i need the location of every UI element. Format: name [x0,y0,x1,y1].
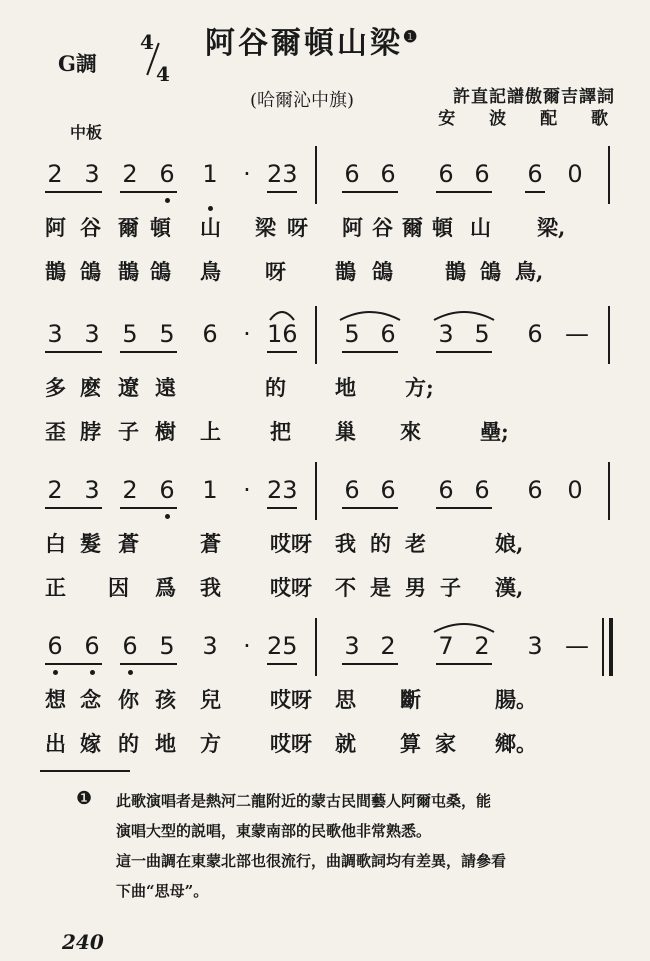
footnote-line-4: 下曲“思母”。 [116,882,209,900]
high-octave-dot [208,206,213,211]
beam-underline [267,351,297,353]
page-number: 240 [62,930,104,954]
low-octave-dot [53,670,58,675]
lyric-verse-1: 髮 [80,531,101,556]
lyric-verse-2: 家 [435,731,456,756]
note: 3 [344,632,360,660]
key-signature: G調 [58,51,97,76]
lyric-verse-2: 鵲 [45,259,66,284]
lyric-verse-1: 谷 [80,215,101,240]
lyric-verse-1: 蒼 [118,531,139,556]
lyric-verse-1: 老 [405,531,426,556]
end-barline [608,462,610,520]
lyric-verse-1: 呀 [287,215,308,240]
note: 6 [47,632,63,660]
lyric-verse-1: 爾 [402,215,423,240]
note: 6 [344,476,360,504]
beam-underline [436,191,492,193]
lyric-verse-1: 遠 [155,375,176,400]
lyric-verse-1: 哎呀 [270,531,312,556]
lyric-verse-2: 巢 [335,419,356,444]
lyric-verse-2: 嫁 [80,731,101,756]
lyric-verse-1: 我 [335,531,356,556]
lyric-verse-1: 地 [335,375,356,400]
note: 6 [527,160,543,188]
lyric-verse-1: 哎呀 [270,687,312,712]
lyric-verse-1: 頓 [150,215,171,240]
lyric-verse-2: 子 [440,575,461,600]
beam-underline [267,663,297,665]
lyric-verse-1: 白 [45,531,66,556]
end-barline-thin [602,618,604,676]
note: 0 [567,476,583,504]
lyric-verse-2: 地 [155,731,176,756]
beam-underline [342,351,398,353]
footnote-line-3: 這一曲調在東蒙北部也很流行，曲調歌詞均有差異，請參看 [116,852,507,870]
note: 2 [380,632,396,660]
beam-underline [525,191,545,193]
lyric-verse-2: 歪 [45,419,66,444]
note: 1 [202,476,218,504]
beam-underline [267,507,297,509]
beam-underline [342,507,398,509]
lyric-verse-2: 鴿 [150,259,171,284]
note: 7 [438,632,454,660]
note: 6 [202,320,218,348]
credit-notation-lyrics: 許直記譜傲爾吉譯詞 [453,87,615,107]
lyric-verse-2: 鴿 [80,259,101,284]
beam-underline [120,351,177,353]
lyric-verse-1: 你 [118,687,139,712]
note: 16 [267,320,298,348]
beam-underline [120,663,177,665]
lyric-verse-2: 來 [400,419,421,444]
note: 6 [438,160,454,188]
lyric-verse-2: 算 [400,731,421,756]
lyric-verse-2: 鄉。 [495,731,537,756]
beam-underline [436,507,492,509]
lyric-verse-2: 鳥 [200,259,221,284]
lyric-verse-2: 就 [335,731,356,756]
lyric-verse-1: 念 [80,687,101,712]
lyric-verse-2: 哎呀 [270,731,312,756]
end-barline [608,306,610,364]
lyric-verse-1: 梁 [255,215,276,240]
lyric-verse-1: 思 [335,687,356,712]
footnote-divider [40,770,130,772]
lyric-verse-2: 不 [335,575,356,600]
note: 5 [159,320,175,348]
lyric-verse-2: 的 [118,731,139,756]
end-barline [608,146,610,204]
slur-arc [432,620,496,634]
beam-underline [436,663,492,665]
lyric-verse-1: 山 [470,215,491,240]
lyric-verse-2: 上 [200,419,221,444]
lyric-verse-2: 鵲 [445,259,466,284]
note: 6 [380,160,396,188]
note: · [243,476,251,504]
lyric-verse-2: 鵲 [118,259,139,284]
note: 6 [380,476,396,504]
lyric-verse-1: 想 [45,687,66,712]
meter-numerator: 4 [140,30,154,54]
note: 2 [474,632,490,660]
footnote-line-1: 此歌演唱者是熱河二龍附近的蒙古民間藝人阿爾屯桑，能 [116,792,492,810]
note: · [243,320,251,348]
title-text: 阿谷爾頓山梁 [205,26,403,61]
note: 6 [474,476,490,504]
note: — [565,320,589,348]
note: 2 [122,476,138,504]
lyric-verse-2: 哎呀 [270,575,312,600]
note: 6 [159,160,175,188]
note: 23 [267,476,298,504]
note: 5 [474,320,490,348]
lyric-verse-1: 蒼 [200,531,221,556]
note: 3 [47,320,63,348]
note: 2 [47,476,63,504]
beam-underline [45,507,102,509]
end-barline-thick [609,618,613,676]
time-signature [140,30,176,90]
note: 6 [122,632,138,660]
note: 6 [380,320,396,348]
beam-underline [45,191,102,193]
note: 6 [438,476,454,504]
lyric-verse-2: 樹 [155,419,176,444]
low-octave-dot [165,514,170,519]
song-title [205,18,420,62]
note: 3 [202,632,218,660]
lyric-verse-2: 是 [370,575,391,600]
lyric-verse-1: 阿 [342,215,363,240]
beam-underline [120,191,177,193]
note: 6 [527,476,543,504]
low-octave-dot [90,670,95,675]
slur-arc [338,308,402,322]
beam-underline [342,191,398,193]
song-origin: (哈爾沁中旗) [250,90,355,111]
footnote-bullet: ❶ [76,788,93,809]
beam-underline [45,351,102,353]
lyric-verse-1: 遼 [118,375,139,400]
note: 2 [47,160,63,188]
lyric-verse-1: 頓 [432,215,453,240]
note: 1 [202,160,218,188]
lyric-verse-1: 爾 [118,215,139,240]
lyric-verse-2: 我 [200,575,221,600]
note: 5 [344,320,360,348]
mid-barline [315,462,317,520]
lyric-verse-2: 漢, [495,575,524,600]
note: 3 [84,320,100,348]
beam-underline [45,663,102,665]
lyric-verse-2: 呀 [265,259,286,284]
lyric-verse-2: 鴿 [480,259,501,284]
lyric-verse-2: 把 [270,419,291,444]
lyric-verse-1: 麽 [80,375,101,400]
lyric-verse-1: 的 [370,531,391,556]
tempo-marking: 中板 [70,123,103,142]
lyric-verse-1: 的 [265,375,286,400]
lyric-verse-1: 方; [405,375,434,400]
beam-underline [436,351,492,353]
lyric-verse-2: 鴿 [372,259,393,284]
note: 3 [84,160,100,188]
note: 6 [527,320,543,348]
note: 6 [84,632,100,660]
lyric-verse-2: 脖 [80,419,101,444]
beam-underline [120,507,177,509]
meter-denominator: 4 [156,62,170,86]
note: · [243,160,251,188]
lyric-verse-1: 斷 [400,687,421,712]
note: 0 [567,160,583,188]
note: 6 [159,476,175,504]
note: 6 [344,160,360,188]
lyric-verse-2: 男 [405,575,426,600]
note: 5 [159,632,175,660]
slur-arc [432,308,496,322]
lyric-verse-1: 梁, [537,215,566,240]
low-octave-dot [128,670,133,675]
note: 2 [122,160,138,188]
lyric-verse-1: 腸。 [495,687,537,712]
note: 23 [267,160,298,188]
footnote-line-2: 演唱大型的説唱，東蒙南部的民歌他非常熟悉。 [116,822,432,840]
lyric-verse-2: 壘; [480,419,509,444]
note: — [565,632,589,660]
mid-barline [315,146,317,204]
note: 3 [438,320,454,348]
lyric-verse-2: 子 [118,419,139,444]
lyric-verse-1: 阿 [45,215,66,240]
note: 25 [267,632,298,660]
note: 3 [84,476,100,504]
lyric-verse-1: 兒 [200,687,221,712]
note: 5 [122,320,138,348]
lyric-verse-2: 鳥, [515,259,544,284]
note: 6 [474,160,490,188]
note: 3 [527,632,543,660]
low-octave-dot [165,198,170,203]
mid-barline [315,306,317,364]
lyric-verse-1: 孩 [155,687,176,712]
lyric-verse-1: 娘, [495,531,524,556]
slur-arc [268,308,296,322]
lyric-verse-2: 出 [45,731,66,756]
beam-underline [342,663,398,665]
credit-arrangement: 安 波 配 歌 [438,109,622,129]
lyric-verse-1: 谷 [372,215,393,240]
note: · [243,632,251,660]
lyric-verse-2: 正 [45,575,66,600]
lyric-verse-1: 山 [200,215,221,240]
footnote-marker: ❶ [403,27,421,46]
lyric-verse-2: 爲 [155,575,176,600]
mid-barline [315,618,317,676]
lyric-verse-1: 多 [45,375,66,400]
beam-underline [267,191,297,193]
lyric-verse-2: 因 [108,575,129,600]
lyric-verse-2: 方 [200,731,221,756]
lyric-verse-2: 鵲 [335,259,356,284]
